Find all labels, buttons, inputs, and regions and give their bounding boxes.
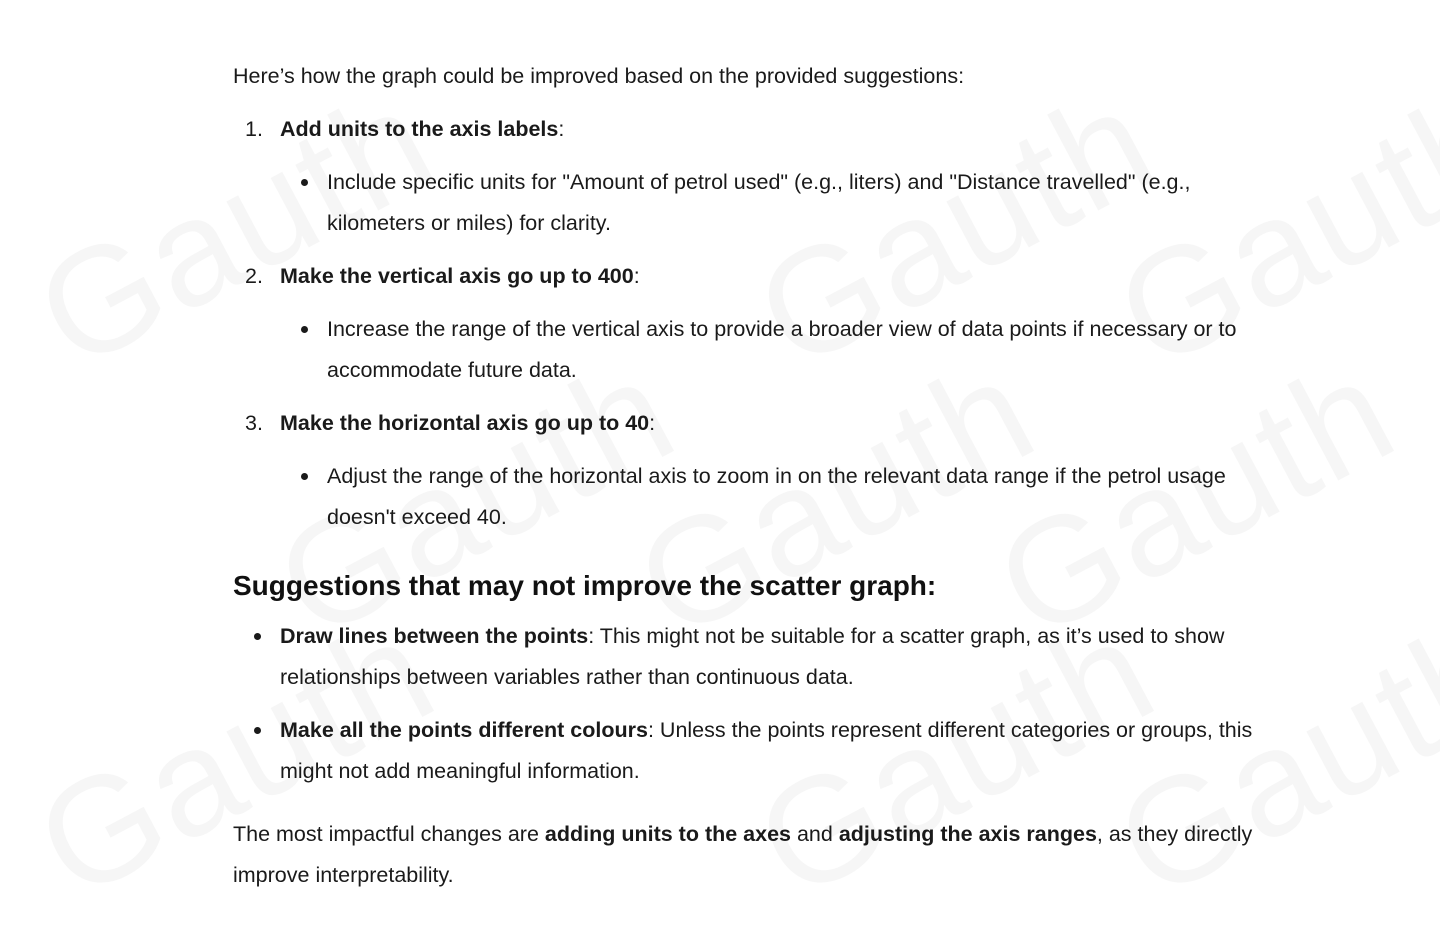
not-improve-list xyxy=(233,616,1293,792)
improvement-steps xyxy=(233,109,1293,538)
step-item xyxy=(233,256,1293,391)
step-title: Make the vertical axis go up to 400 xyxy=(280,264,634,288)
step-details xyxy=(280,309,1293,391)
closing-text: , as they directly improve interpretability. xyxy=(233,822,1253,887)
answer-content xyxy=(233,56,1293,896)
step-colon: : xyxy=(633,264,640,288)
step-colon: : xyxy=(649,411,656,435)
closing-emphasis: adding units to the axes xyxy=(544,822,791,846)
item-colon: : xyxy=(647,718,654,742)
step-number: 3. xyxy=(245,411,263,435)
item-title: Make all the points different colours xyxy=(280,718,648,742)
step-item xyxy=(233,109,1293,244)
step-colon: : xyxy=(558,117,565,141)
closing-paragraph xyxy=(233,814,1293,896)
step-item xyxy=(233,403,1293,538)
section-heading: Suggestions that may not improve the scatter graph: xyxy=(233,570,937,601)
intro-text: Here’s how the graph could be improved based on the provided suggestions: xyxy=(233,64,965,88)
step-detail: Adjust the range of the horizontal axis to zoom in on the relevant data range if the petrol usage doesn't exceed 40. xyxy=(280,456,1293,538)
closing-emphasis: adjusting the axis ranges xyxy=(838,822,1097,846)
step-title: Make the horizontal axis go up to 40 xyxy=(280,411,650,435)
list-item xyxy=(233,710,1293,792)
item-colon: : xyxy=(588,624,595,648)
item-title: Draw lines between the points xyxy=(280,624,589,648)
list-item xyxy=(233,616,1293,698)
closing-text: The most impactful changes are xyxy=(233,822,545,846)
step-detail: Include specific units for "Amount of petrol used" (e.g., liters) and "Distance travelled" (e.g., kilometers or miles) for clarity. xyxy=(280,162,1293,244)
step-title: Add units to the axis labels xyxy=(280,117,559,141)
closing-text: and xyxy=(791,822,839,846)
step-number: 2. xyxy=(245,264,263,288)
step-details xyxy=(280,162,1293,244)
step-number: 1. xyxy=(245,117,263,141)
item-detail: Unless the points represent different categories or groups, this might not add meaningful information. xyxy=(280,718,1253,783)
step-details xyxy=(280,456,1293,538)
item-detail: This might not be suitable for a scatter graph, as it’s used to show relationships between variables rather than continuous data. xyxy=(280,624,1225,689)
step-detail: Increase the range of the vertical axis to provide a broader view of data points if necessary or to accommodate future data. xyxy=(280,309,1293,391)
